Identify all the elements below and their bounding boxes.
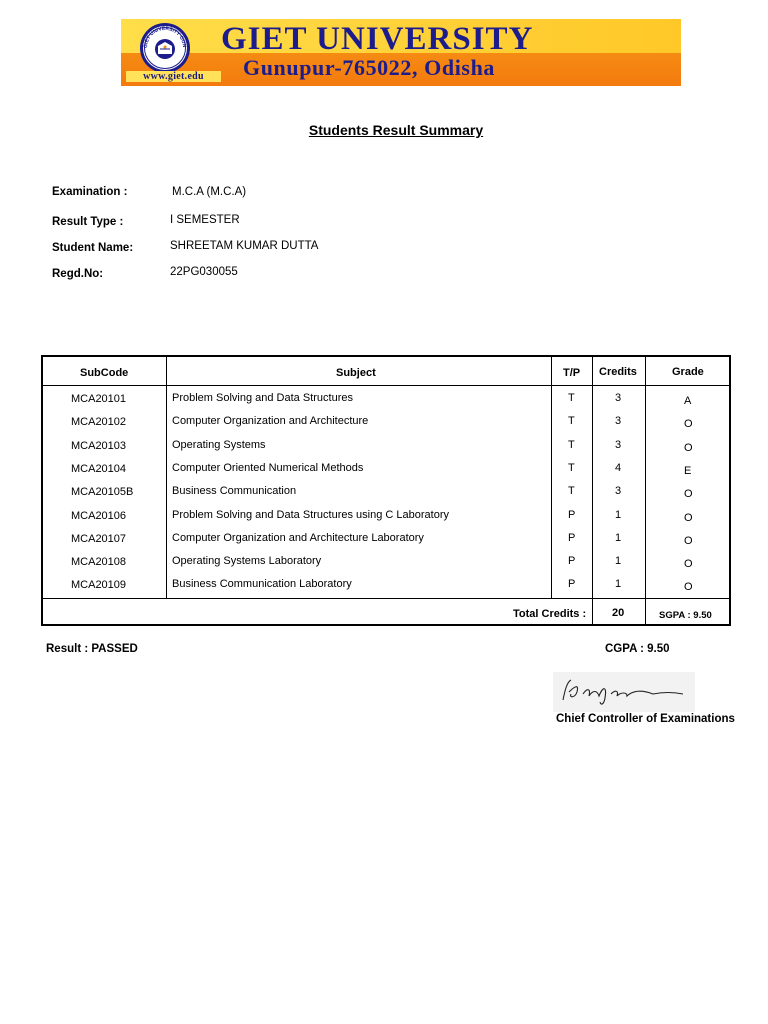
student-name-label: Student Name:	[52, 242, 134, 254]
header-subject: Subject	[336, 367, 376, 379]
cell-credits: 3	[615, 415, 622, 427]
cell-subject: Business Communication	[172, 485, 297, 497]
website-url[interactable]: www.giet.edu	[126, 71, 221, 82]
cell-grade: O	[684, 512, 693, 524]
cell-tp: T	[568, 439, 575, 451]
cell-credits: 1	[615, 532, 622, 544]
cell-subject: Computer Organization and Architecture	[172, 415, 369, 427]
result-type-label: Result Type :	[52, 216, 124, 228]
cgpa-value: CGPA : 9.50	[605, 643, 670, 655]
cell-subject: Business Communication Laboratory	[172, 578, 352, 590]
cell-tp: P	[568, 578, 576, 590]
sgpa-value: SGPA : 9.50	[659, 610, 712, 621]
cell-grade: O	[684, 442, 693, 454]
result-table	[41, 355, 731, 626]
regd-no-value: 22PG030055	[170, 266, 238, 278]
header-grade: Grade	[672, 366, 704, 378]
cell-tp: T	[568, 485, 575, 497]
cell-grade: O	[684, 488, 693, 500]
cell-subcode: MCA20103	[71, 440, 127, 452]
cell-subcode: MCA20102	[71, 416, 127, 428]
university-address: Gunupur-765022, Odisha	[243, 55, 496, 80]
cell-subject: Problem Solving and Data Structures	[172, 392, 353, 404]
cell-subject: Computer Oriented Numerical Methods	[172, 462, 364, 474]
cell-grade: O	[684, 535, 693, 547]
cell-tp: P	[568, 532, 576, 544]
cell-tp: T	[568, 415, 575, 427]
university-seal-icon	[139, 22, 191, 74]
cell-grade: E	[684, 465, 692, 477]
cell-subject: Operating Systems	[172, 439, 266, 451]
col-divider-subject	[166, 357, 167, 599]
result-status: Result : PASSED	[46, 643, 138, 655]
cell-credits: 1	[615, 509, 622, 521]
total-credits-value: 20	[612, 607, 625, 619]
cell-credits: 3	[615, 439, 622, 451]
regd-no-label: Regd.No:	[52, 268, 104, 280]
cell-subcode: MCA20105B	[71, 486, 134, 498]
cell-credits: 4	[615, 462, 622, 474]
cell-subcode: MCA20104	[71, 463, 127, 475]
cell-subject: Computer Organization and Architecture Laboratory	[172, 532, 424, 544]
cell-subcode: MCA20109	[71, 579, 127, 591]
cell-subcode: MCA20101	[71, 393, 127, 405]
col-divider-tp	[551, 357, 552, 599]
col-divider-credits	[592, 357, 593, 624]
cell-subject: Operating Systems Laboratory	[172, 555, 322, 567]
signature-image	[553, 672, 695, 712]
cell-grade: A	[684, 395, 692, 407]
examination-label: Examination :	[52, 186, 128, 198]
document-title-text: Students Result Summary	[308, 122, 484, 138]
cell-credits: 1	[615, 555, 622, 567]
cell-subcode: MCA20107	[71, 533, 127, 545]
cell-grade: O	[684, 558, 693, 570]
signature-caption: Chief Controller of Examinations	[556, 713, 735, 725]
cell-credits: 1	[615, 578, 622, 590]
university-name: GIET UNIVERSITY	[221, 21, 534, 57]
cell-subject: Problem Solving and Data Structures using C Laboratory	[172, 509, 449, 521]
cell-subcode: MCA20106	[71, 510, 127, 522]
seal-text: GIET UNIVERSITY GUN	[142, 25, 188, 49]
total-credits-label: Total Credits :	[513, 608, 587, 620]
header-credits: Credits	[599, 366, 637, 378]
header-subcode: SubCode	[80, 367, 129, 379]
cell-tp: T	[568, 462, 575, 474]
header-tp: T/P	[563, 367, 581, 379]
cell-tp: P	[568, 509, 576, 521]
cell-subcode: MCA20108	[71, 556, 127, 568]
header-row-divider	[43, 385, 729, 386]
cell-tp: T	[568, 392, 575, 404]
cell-grade: O	[684, 581, 693, 593]
examination-value: M.C.A (M.C.A)	[172, 186, 247, 198]
cell-credits: 3	[615, 485, 622, 497]
university-banner	[121, 19, 681, 86]
student-name-value: SHREETAM KUMAR DUTTA	[170, 240, 319, 252]
cell-grade: O	[684, 418, 693, 430]
cell-credits: 3	[615, 392, 622, 404]
document-title	[0, 122, 768, 138]
col-divider-grade	[645, 357, 646, 624]
total-row-divider	[43, 598, 729, 599]
result-type-value: I SEMESTER	[170, 214, 240, 226]
cell-tp: P	[568, 555, 576, 567]
